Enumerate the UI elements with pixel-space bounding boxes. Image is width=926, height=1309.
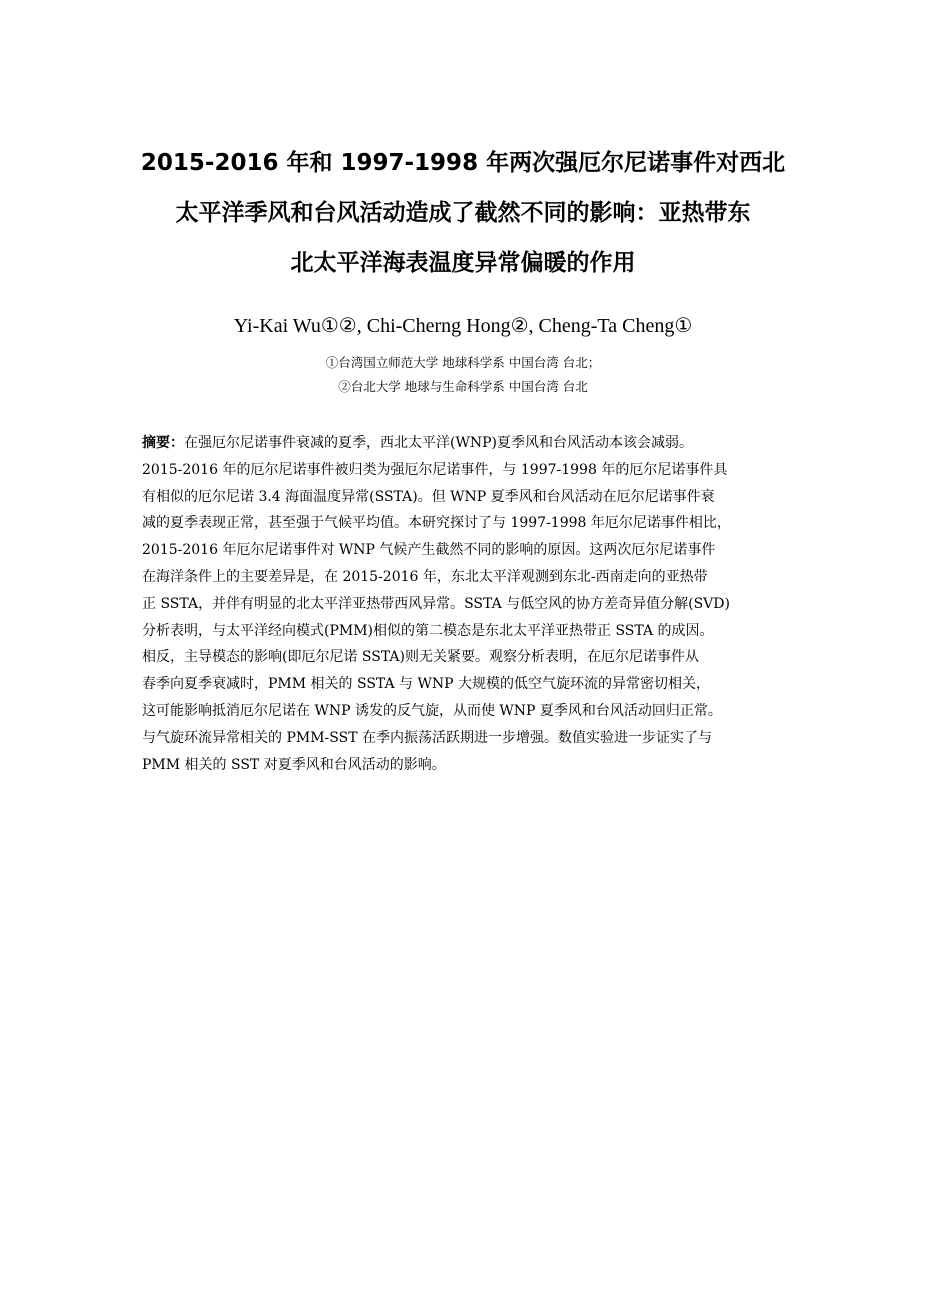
- abstract-line-2: 2015-2016 年的厄尔尼诺事件被归类为强厄尔尼诺事件，与 1997-1998 年的厄尔尼诺事件具: [142, 461, 728, 478]
- affiliation-2: ②台北大学 地球与生命科学系 中国台湾 台北: [338, 379, 588, 394]
- title-line-1: 2015-2016 年和 1997-1998 年两次强厄尔尼诺事件对西北: [140, 150, 786, 176]
- abstract-line-9: 相反，主导模态的影响(即厄尔尼诺 SSTA)则无关紧要。观察分析表明，在厄尔尼诺事件从: [142, 649, 699, 666]
- abstract-line-6: 在海洋条件上的主要差异是，在 2015-2016 年，东北太平洋观测到东北-西南走向的亚热带: [142, 568, 708, 585]
- abstract: [142, 430, 794, 778]
- abstract-line-11: 这可能影响抵消厄尔尼诺在 WNP 诱发的反气旋，从而使 WNP 夏季风和台风活动回归正常。: [142, 702, 722, 719]
- abstract-line-3: 有相似的厄尔尼诺 3.4 海面温度异常(SSTA)。但 WNP 夏季风和台风活动在厄尔尼诺事件衰: [142, 488, 715, 505]
- abstract-line-4: 减的夏季表现正常，甚至强于气候平均值。本研究探讨了与 1997-1998 年厄尔尼诺事件相比，: [142, 515, 731, 532]
- affiliation-1: ①台湾国立师范大学 地球科学系 中国台湾 台北；: [325, 355, 601, 370]
- abstract-line-13: PMM 相关的 SST 对夏季风和台风活动的影响。: [142, 756, 446, 773]
- title-line-3: 北太平洋海表温度异常偏暖的作用: [290, 250, 636, 276]
- title-line-2: 太平洋季风和台风活动造成了截然不同的影响：亚热带东: [175, 200, 751, 226]
- abstract-line-1-text: 在强厄尔尼诺事件衰减的夏季，西北太平洋(WNP)夏季风和台风活动本该会减弱。: [184, 435, 693, 451]
- abstract-line-8: 分析表明，与太平洋经向模式(PMM)相似的第二模态是东北太平洋亚热带正 SSTA 的成因。: [142, 622, 714, 639]
- abstract-line-7: 正 SSTA，并伴有明显的北太平洋亚热带西风异常。SSTA 与低空风的协方差奇异值分解(SVD): [142, 595, 730, 612]
- abstract-line-10: 春季向夏季衰减时，PMM 相关的 SSTA 与 WNP 大规模的低空气旋环流的异常密切相关，: [142, 676, 711, 693]
- abstract-line-12: 与气旋环流异常相关的 PMM-SST 在季内振荡活跃期进一步增强。数值实验进一步证实了与: [142, 729, 712, 746]
- paper-title: [100, 138, 826, 288]
- abstract-label: 摘要：: [142, 435, 184, 451]
- abstract-line-5: 2015-2016 年厄尔尼诺事件对 WNP 气候产生截然不同的影响的原因。这两次厄尔尼诺事件: [142, 542, 716, 559]
- author-list: Yi-Kai Wu①②, Chi-Cherng Hong②, Cheng-Ta Cheng①: [233, 315, 693, 337]
- abstract-line-1: [142, 430, 794, 457]
